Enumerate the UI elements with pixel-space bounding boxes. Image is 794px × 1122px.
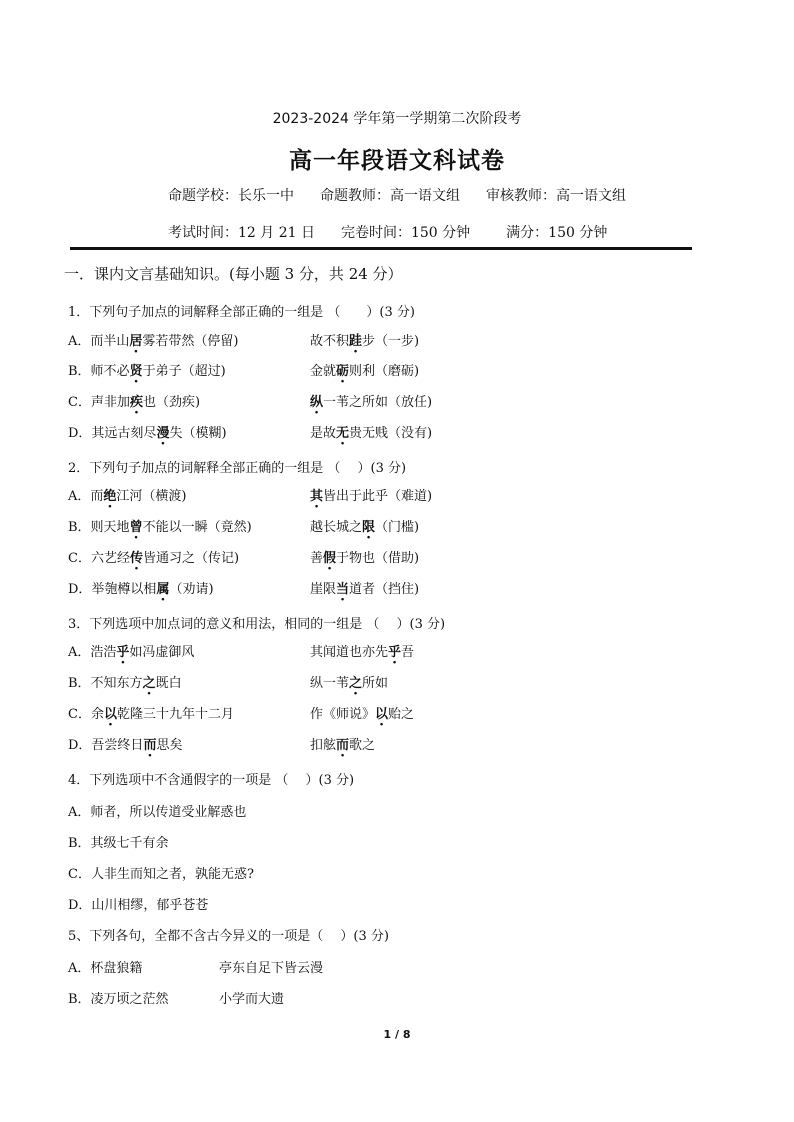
header-divider [70, 247, 692, 250]
q1-option-d-left: D．其远古刻尽漫失（模糊) [68, 426, 227, 441]
q4-option-d: D．山川相缪，郁乎苍苍 [68, 898, 209, 913]
q1-option-c-left: C．声非加疾也（劲疾) [68, 395, 201, 410]
q2-option-d-right: 崖限当道者（挡住) [310, 582, 420, 597]
exam-period: 2023-2024 学年第一学期第二次阶段考 [272, 111, 522, 127]
q4-option-b: B．其级七千有余 [68, 836, 169, 851]
q1-option-b-right: 金就砺则利（磨砺) [310, 364, 420, 379]
q3-option-a-left: A．浩浩乎如冯虚御风 [68, 645, 195, 660]
question-3-stem: 3．下列选项中加点词的意义和用法，相同的一组是 （ ）(3 分) [68, 617, 446, 632]
question-1-stem: 1．下列句子加点的词解释全部正确的一组是 （ ）(3 分) [68, 305, 415, 320]
q1-option-b-left: B．师不必贤于弟子（超过) [68, 364, 226, 379]
question-5-stem: 5、下列各句，全都不含古今异义的一项是（ ）(3 分) [68, 929, 389, 944]
q2-option-c-left: C．六艺经传皆通习之（传记) [68, 551, 240, 566]
full-score: 满分：150 分钟 [506, 225, 608, 241]
q2-option-b-right: 越长城之限（门槛) [310, 520, 420, 535]
exam-staff-line [168, 185, 626, 205]
exam-duration: 完卷时间：150 分钟 [340, 225, 471, 241]
exam-time: 考试时间：12 月 21 日 [168, 225, 315, 241]
q1-option-a-left: A．而半山居雾若带然（停留) [68, 334, 239, 349]
q2-option-a-left: A．而绝江河（横渡) [68, 489, 187, 504]
q1-option-d-right: 是故无贵无贱（没有) [310, 426, 433, 441]
question-setter: 命题教师：高一语文组 [320, 188, 460, 204]
q3-option-b-left: B．不知东方之既白 [68, 676, 182, 691]
q3-option-d-left: D．吾尝终日而思矣 [68, 738, 183, 753]
q3-option-a-right: 其闻道也亦先乎吾 [310, 645, 415, 660]
question-2-stem: 2．下列句子加点的词解释全部正确的一组是 （ ）(3 分) [68, 461, 407, 476]
q2-option-a-right: 其皆出于此乎（难道) [310, 489, 433, 504]
q4-option-a: A．师者，所以传道受业解惑也 [68, 805, 247, 820]
q1-option-c-right: 纵一苇之所如（放任) [310, 395, 433, 410]
q5-option-b-right: 小学而大遗 [219, 992, 285, 1007]
q3-option-d-right: 扣舷而歌之 [310, 738, 376, 753]
q1-option-a-right: 故不积跬步（一步) [310, 334, 420, 349]
question-4-stem: 4．下列选项中不含通假字的一项是 （ ）(3 分) [68, 773, 355, 788]
q4-option-c: C．人非生而知之者，孰能无惑? [68, 867, 254, 882]
setting-school: 命题学校：长乐一中 [168, 188, 294, 204]
q2-option-d-left: D．举匏樽以相属（劝请) [68, 582, 214, 597]
q5-option-a-right: 亭东自足下皆云漫 [219, 961, 324, 976]
q3-option-c-left: C．余以乾隆三十九年十二月 [68, 707, 234, 722]
reviewer: 审核教师：高一语文组 [486, 188, 626, 204]
q5-option-a-left: A．杯盘狼籍 [68, 961, 143, 976]
q2-option-b-left: B．则天地曾不能以一瞬（竟然) [68, 520, 252, 535]
q5-option-b-left: B．凌万顷之茫然 [68, 992, 169, 1007]
q3-option-b-right: 纵一苇之所如 [310, 676, 389, 691]
exam-title: 高一年段语文科试卷 [289, 148, 505, 174]
q3-option-c-right: 作《师说》以贻之 [310, 707, 415, 722]
section-title: 一．课内文言基础知识。(每小题 3 分，共 24 分） [64, 265, 403, 283]
page-number: 1 / 8 [383, 1028, 411, 1041]
exam-info-line [168, 222, 607, 242]
q2-option-c-right: 善假于物也（借助) [310, 551, 420, 566]
